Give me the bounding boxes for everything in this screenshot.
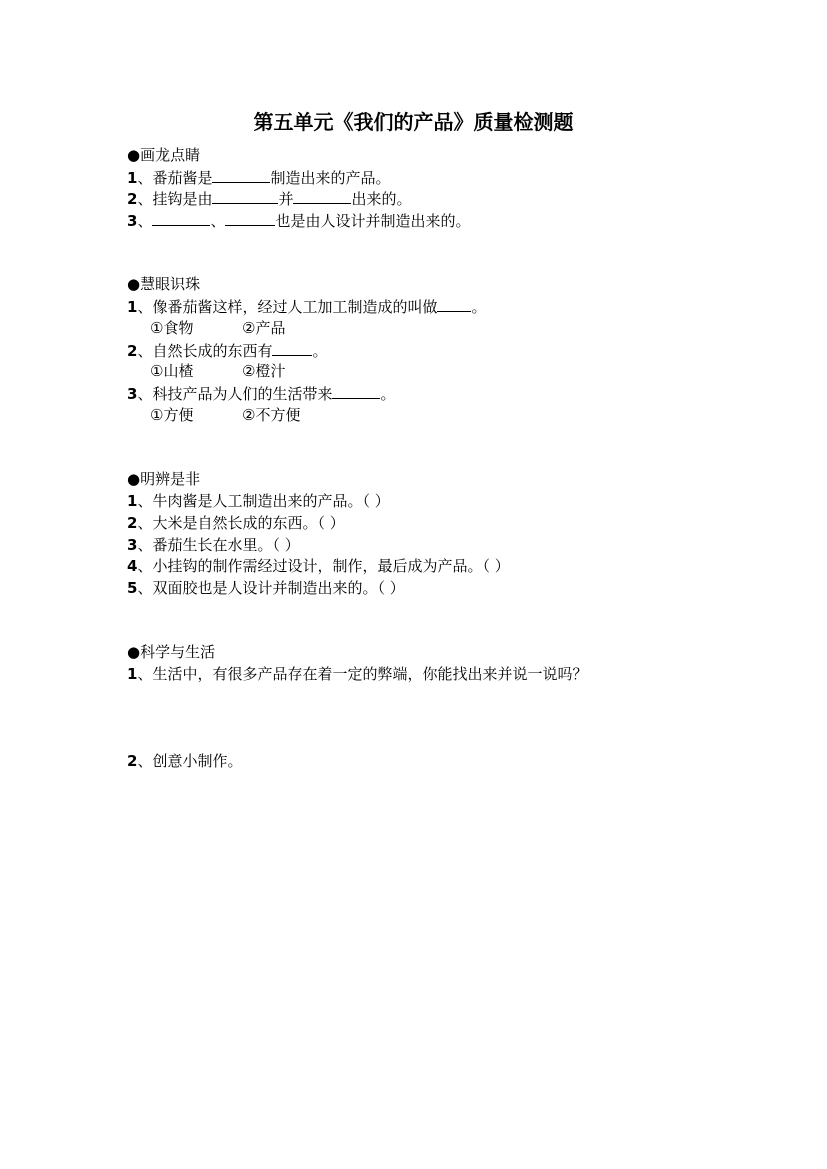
question-separator: 、 <box>137 212 153 230</box>
answer-blank[interactable] <box>293 188 351 204</box>
answer-blank[interactable] <box>152 210 210 226</box>
choice-question-2 <box>127 340 327 361</box>
fill-blank-question-3 <box>127 210 470 231</box>
section-heading-true-false: ●明辨是非 <box>127 470 201 488</box>
true-false-question-5[interactable] <box>127 578 405 598</box>
open-question-1[interactable] <box>127 664 587 684</box>
question-separator: 、 <box>137 536 153 554</box>
choice-option[interactable]: ①山楂 <box>150 362 194 380</box>
answer-blank[interactable] <box>212 167 270 183</box>
question-text: 大米是自然长成的东西。（ ） <box>152 514 345 532</box>
true-false-question-1[interactable] <box>127 491 390 511</box>
question-text: 科技产品为人们的生活带来 <box>152 385 333 403</box>
blank-separator: 、 <box>210 212 226 230</box>
question-text: 。 <box>471 298 487 316</box>
question-number: 3 <box>127 536 138 554</box>
question-separator: 、 <box>137 492 153 510</box>
section-heading-multiple-choice: ●慧眼识珠 <box>127 275 201 293</box>
question-text: 牛肉酱是人工制造出来的产品。（ ） <box>152 492 390 510</box>
question-number: 1 <box>127 169 138 187</box>
question-text: 自然长成的东西有 <box>152 342 273 360</box>
question-separator: 、 <box>137 514 153 532</box>
question-separator: 、 <box>137 579 153 597</box>
question-number: 1 <box>127 492 138 510</box>
choice-option[interactable]: ②产品 <box>242 319 286 337</box>
answer-blank[interactable] <box>437 296 471 312</box>
question-text: 小挂钩的制作需经过设计，制作，最后成为产品。（ ） <box>152 557 510 575</box>
choice-option[interactable]: ①方便 <box>150 406 194 424</box>
question-text: 。 <box>312 342 328 360</box>
question-text: 挂钩是由 <box>152 190 213 208</box>
choice-question-1 <box>127 296 486 317</box>
question-text: 番茄酱是 <box>152 169 213 187</box>
question-number: 4 <box>127 557 138 575</box>
question-text: 出来的。 <box>351 190 412 208</box>
question-number: 1 <box>127 665 138 683</box>
choice-option[interactable]: ②不方便 <box>242 406 301 424</box>
answer-blank[interactable] <box>332 383 380 399</box>
section-heading-fill-blank: ●画龙点睛 <box>127 146 201 164</box>
question-number: 5 <box>127 579 138 597</box>
question-separator: 、 <box>137 665 153 683</box>
question-number: 2 <box>127 752 138 770</box>
true-false-question-3[interactable] <box>127 535 300 555</box>
choice-option[interactable]: ②橙汁 <box>242 362 286 380</box>
answer-blank[interactable] <box>272 340 312 356</box>
question-separator: 、 <box>137 385 153 403</box>
question-number: 1 <box>127 298 138 316</box>
question-separator: 、 <box>137 557 153 575</box>
question-number: 2 <box>127 342 138 360</box>
question-separator: 、 <box>137 190 153 208</box>
question-separator: 、 <box>137 169 153 187</box>
question-number: 3 <box>127 212 138 230</box>
question-text: 也是由人设计并制造出来的。 <box>275 212 471 230</box>
true-false-question-4[interactable] <box>127 556 510 576</box>
open-question-2[interactable] <box>127 751 242 771</box>
question-number: 2 <box>127 190 138 208</box>
answer-blank[interactable] <box>225 210 275 226</box>
question-text: 创意小制作。 <box>152 752 243 770</box>
question-separator: 、 <box>137 298 153 316</box>
question-number: 2 <box>127 514 138 532</box>
question-text: 双面胶也是人设计并制造出来的。（ ） <box>152 579 405 597</box>
question-text: 生活中，有很多产品存在着一定的弊端，你能找出来并说一说吗？ <box>152 665 588 683</box>
choice-option[interactable]: ①食物 <box>150 319 194 337</box>
question-text: 番茄生长在水里。（ ） <box>152 536 300 554</box>
page-title: 第五单元《我们的产品》质量检测题 <box>253 110 574 134</box>
true-false-question-2[interactable] <box>127 513 345 533</box>
question-number: 3 <box>127 385 138 403</box>
fill-blank-question-2 <box>127 188 412 209</box>
choice-question-3 <box>127 383 395 404</box>
question-separator: 、 <box>137 342 153 360</box>
question-separator: 、 <box>137 752 153 770</box>
question-text: 制造出来的产品。 <box>270 169 391 187</box>
fill-blank-question-1 <box>127 167 390 188</box>
question-text: 像番茄酱这样，经过人工加工制造成的叫做 <box>152 298 438 316</box>
question-text: 并 <box>278 190 294 208</box>
answer-blank[interactable] <box>212 188 278 204</box>
section-heading-science-life: ●科学与生活 <box>127 643 216 661</box>
question-text: 。 <box>380 385 396 403</box>
